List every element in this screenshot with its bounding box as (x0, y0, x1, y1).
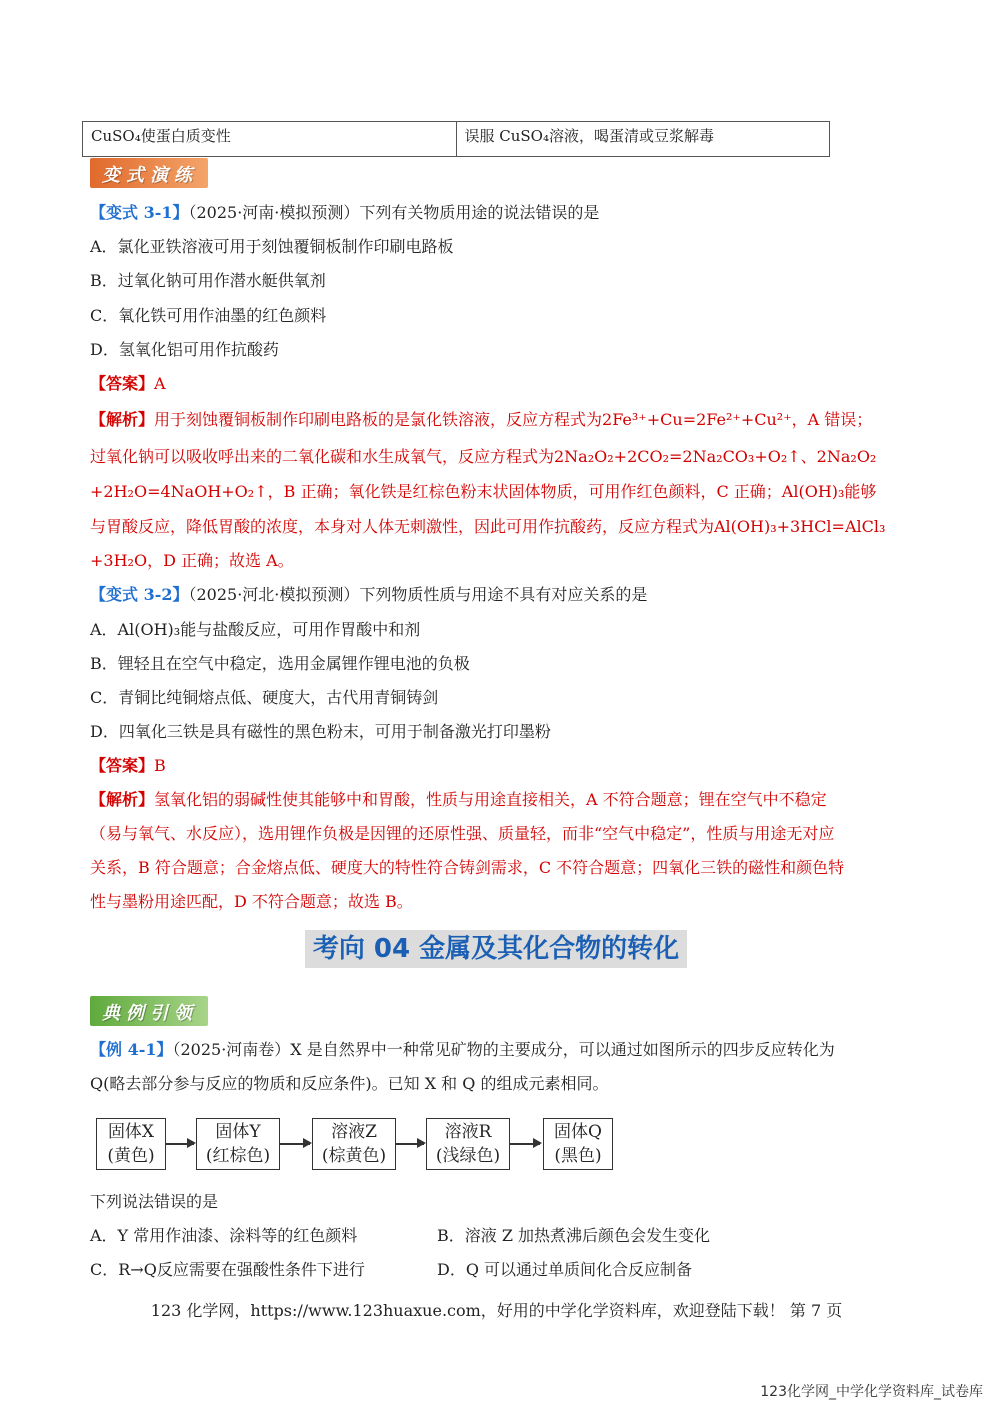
question-tag: 【变式 3-1】 (90, 203, 189, 222)
example-4-1-stem-2: Q(略去部分参与反应的物质和反应条件)。已知 X 和 Q 的组成元素相同。 (90, 1074, 609, 1093)
section-title: 考向 04 金属及其化合物的转化 (305, 930, 687, 968)
question-3-2-stem (90, 585, 647, 605)
analysis-label: 【解析】 (90, 790, 155, 809)
flow-box-color: (黑色) (554, 1146, 602, 1166)
flow-box-label: 固体X (107, 1122, 155, 1142)
option-d: D．氢氧化铝可用作抗酸药 (90, 340, 279, 359)
page-footer: 123 化学网，https://www.123huaxue.com，好用的中学化学资料库，欢迎登陆下载！ 第 7 页 (150, 1301, 843, 1320)
table-cell-right: 误服 CuSO₄溶液，喝蛋清或豆浆解毒 (456, 122, 830, 156)
option-c: C．青铜比纯铜熔点低、硬度大，古代用青铜铸剑 (90, 688, 439, 707)
question-stem: （2025·河北·模拟预测）下列物质性质与用途不具有对应关系的是 (188, 585, 648, 604)
option-b: B．过氧化钠可用作潜水艇供氧剂 (90, 271, 326, 290)
option-d: D．四氧化三铁是具有磁性的黑色粉末，可用于制备激光打印墨粉 (90, 722, 551, 741)
analysis-text: 用于刻蚀覆铜板制作印刷电路板的是氯化铁溶液，反应方程式为2Fe³⁺+Cu=2Fe²⁺+Cu²⁺，A 错误； (154, 410, 873, 429)
flow-box-color: (黄色) (107, 1146, 155, 1166)
question-stem: （2025·河南卷）X 是自然界中一种常见矿物的主要成分，可以通过如图所示的四步反应转化为 (172, 1040, 835, 1059)
practice-banner-text: 变式演练 (102, 165, 198, 186)
flow-box-color: (棕黄色) (321, 1146, 387, 1166)
flow-box-q (543, 1118, 613, 1170)
analysis-line-5: +3H₂O，D 正确；故选 A。 (90, 551, 294, 570)
analysis-line-2: 过氧化钠可以吸收呼出来的二氧化碳和水生成氧气，反应方程式为2Na₂O₂+2CO₂=2Na₂CO₃+O₂↑、2Na₂O₂ (90, 447, 877, 466)
flow-arrow (510, 1143, 540, 1145)
practice-banner (90, 158, 208, 188)
option-a: A．Y 常用作油漆、涂料等的红色颜料 (90, 1226, 358, 1245)
flow-box-label: 固体Y (215, 1122, 261, 1142)
answer-value: B (154, 756, 166, 775)
analysis-line-3: 关系，B 符合题意；合金熔点低、硬度大的特性符合铸剑需求，C 不符合题意；四氧化三铁的磁性和颜色特 (90, 858, 845, 877)
flow-box-r (426, 1118, 510, 1170)
answer-value: A (154, 374, 166, 393)
analysis-line-4: 与胃酸反应，降低胃酸的浓度，本身对人体无刺激性，因此可用作抗酸药，反应方程式为Al(OH)₃+3HCl=AlCl₃ (90, 517, 886, 536)
flow-box-y (196, 1118, 280, 1170)
flow-arrow (280, 1143, 310, 1145)
analysis-label: 【解析】 (90, 410, 155, 429)
option-b: B．锂轻且在空气中稳定，选用金属锂作锂电池的负极 (90, 654, 470, 673)
flow-box-color: (浅绿色) (435, 1146, 501, 1166)
flow-box-x (96, 1118, 166, 1170)
site-watermark: 123化学网_中学化学资料库_试卷库 (760, 1384, 983, 1400)
answer-line (90, 374, 166, 394)
analysis-line-4: 性与墨粉用途匹配，D 不符合题意；故选 B。 (90, 892, 413, 911)
question-tag: 【变式 3-2】 (90, 585, 189, 604)
answer-label: 【答案】 (90, 756, 155, 775)
question-tag: 【例 4-1】 (90, 1040, 173, 1059)
question-3-1-stem (90, 203, 599, 223)
option-c: C．R→Q反应需要在强酸性条件下进行 (90, 1260, 365, 1279)
flow-box-label: 溶液Z (331, 1122, 377, 1142)
flow-box-color: (红棕色) (205, 1146, 271, 1166)
option-b: B．溶液 Z 加热煮沸后颜色会发生变化 (437, 1226, 711, 1245)
flow-box-z (312, 1118, 396, 1170)
question-stem: （2025·河南·模拟预测）下列有关物质用途的说法错误的是 (188, 203, 600, 222)
example-banner (90, 996, 208, 1026)
option-a: A．Al(OH)₃能与盐酸反应，可用作胃酸中和剂 (90, 620, 421, 639)
analysis-text: 氢氧化铝的弱碱性使其能够中和胃酸，性质与用途直接相关，A 不符合题意；锂在空气中不稳定 (154, 790, 827, 809)
table-row (82, 121, 830, 157)
example-banner-text: 典例引领 (102, 1003, 198, 1024)
flow-arrow (396, 1143, 424, 1145)
analysis-line-2: （易与氧气、水反应），选用锂作负极是因锂的还原性强、质量轻，而非“空气中稳定”，性质与用途无对应 (90, 824, 835, 843)
table-cell-left: CuSO₄使蛋白质变性 (91, 127, 231, 145)
answer-line (90, 756, 166, 776)
analysis-line-1 (90, 790, 827, 810)
example-4-1-stem (90, 1040, 835, 1060)
flow-box-label: 溶液R (444, 1122, 492, 1142)
analysis-line-1 (90, 410, 872, 430)
option-a: A．氯化亚铁溶液可用于刻蚀覆铜板制作印刷电路板 (90, 237, 454, 256)
example-question: 下列说法错误的是 (90, 1192, 219, 1211)
flow-arrow (166, 1143, 194, 1145)
flow-box-label: 固体Q (554, 1122, 602, 1142)
option-c: C．氧化铁可用作油墨的红色颜料 (90, 306, 327, 325)
option-d: D．Q 可以通过单质间化合反应制备 (437, 1260, 693, 1279)
analysis-line-3: +2H₂O=4NaOH+O₂↑，B 正确；氧化铁是红棕色粉末状固体物质，可用作红色颜料，C 正确；Al(OH)₃能够 (90, 482, 877, 501)
answer-label: 【答案】 (90, 374, 155, 393)
